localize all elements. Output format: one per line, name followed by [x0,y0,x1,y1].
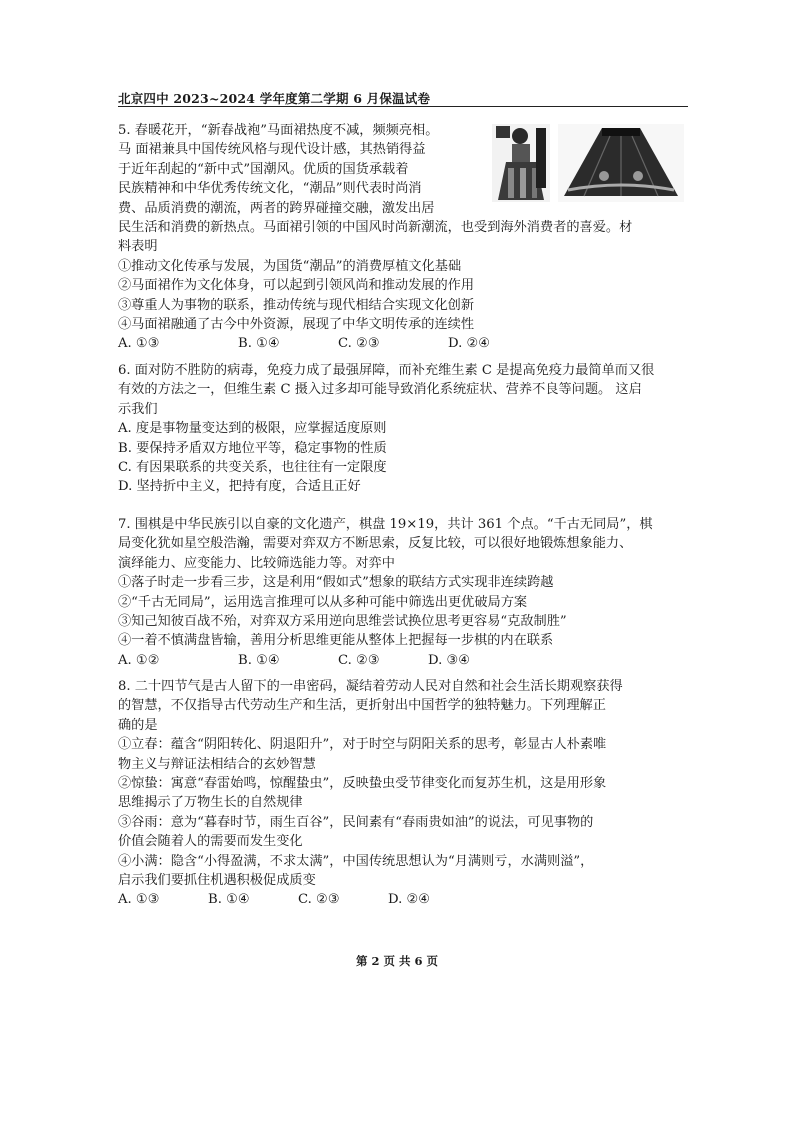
page-number: 第 2 页 共 6 页 [355,954,439,968]
question-6 [118,361,690,497]
question-7-line: 演绎能力、应变能力、比较筛选能力等。对弈中 [118,555,395,571]
question-8-line: 确的是 [118,717,158,733]
question-6-line: 6. 面对防不胜防的病毒，免疫力成了最强屏障，而补充维生素 C 是提高免疫力最简单而又很 [118,363,655,378]
option-a: A. ①③ [118,892,160,908]
option-c: C. 有因果联系的共变关系，也往往有一定限度 [118,459,387,475]
question-8-line: 的智慧，不仅指导古代劳动生产和生活，更折射出中国哲学的独特魅力。下列理解正 [118,698,606,714]
question-6-line: 有效的方法之一，但维生素 C 摄入过多却可能导致消化系统症状、营养不良等问题。 这启 [118,382,642,398]
option-d: D. ②④ [448,336,491,352]
question-7-statement: ②“千古无同局”，运用选言推理可以从多种可能中筛选出更优破局方案 [118,594,528,610]
question-5-line: 料表明 [118,239,158,255]
option-d: D. ②④ [388,892,431,908]
question-8-statement: 物主义与辩证法相结合的玄妙智慧 [118,756,316,772]
option-a: A. 度是事物量变达到的极限，应掌握适度原则 [118,421,387,437]
option-c: C. ②③ [298,892,340,908]
question-8 [118,677,690,910]
question-8-statement: ①立春：蕴含“阴阳转化、阴退阳升”，对于时空与阴阳关系的思考，彰显古人朴素唯 [118,737,607,753]
question-5-line: 民族精神和中华优秀传统文化，“潮品”则代表时尚消 [118,181,422,197]
question-8-statement: 思维揭示了万物生长的自然规律 [118,795,303,811]
question-8-statement: ④小满：隐含“小得盈满，不求太满”，中国传统思想认为“月满则亏，水满则溢”， [118,853,594,869]
question-8-line: 8. 二十四节气是古人留下的一串密码，凝结着劳动人民对自然和社会生活长期观察获得 [118,679,623,694]
question-6-line: 示我们 [118,401,158,417]
question-5-line: 马 面裙兼具中国传统风格与现代设计感，其热销得益 [118,142,426,158]
question-7-options [118,651,690,670]
question-8-statement: 启示我们要抓住机遇积极促成质变 [118,872,316,888]
question-7-statement: ③知己知彼百战不殆，对弈双方采用逆向思维尝试换位思考更容易“克敌制胜” [118,613,567,629]
mamian-skirt-photos [492,124,684,202]
question-8-options [118,890,690,909]
question-5-options [118,334,690,353]
skirt-product-photo [558,124,684,202]
option-a: A. ①② [118,652,160,668]
option-b: B. 要保持矛盾双方地位平等，稳定事物的性质 [118,440,387,456]
option-a: A. ①③ [118,336,160,352]
question-5-statement: ②马面裙作为文化体身，可以起到引领风尚和推动发展的作用 [118,278,475,294]
question-5-line: 民生活和消费的新热点。马面裙引领的中国风时尚新潮流，也受到海外消费者的喜爱。材 [118,219,633,235]
question-7 [118,515,690,670]
option-c: C. ②③ [338,652,380,668]
question-8-statement: 价值会随着人的需要而发生变化 [118,834,303,850]
question-8-statement: ③谷雨：意为“暮春时节，雨生百谷”，民间素有“春雨贵如油”的说法，可见事物的 [118,814,594,830]
question-5-statement: ①推动文化传承与发展，为国货“潮品”的消费厚植文化基础 [118,258,462,274]
model-in-skirt-photo [492,124,550,202]
question-7-statement: ④一着不慎满盘皆输，善用分析思维更能从整体上把握每一步棋的内在联系 [118,633,554,649]
question-7-statement: ①落子时走一步看三步，这是利用“假如式”想象的联结方式实现非连续跨越 [118,575,554,591]
question-7-line: 7. 围棋是中华民族引以自豪的文化遗产，棋盘 19×19，共计 361 个点。“千古无同局”，棋 [118,517,653,532]
question-5-statement: ④马面裙融通了古今中外资源，展现了中华文明传承的连续性 [118,316,475,332]
option-b: B. ①④ [208,892,250,908]
question-5-line: 费、品质消费的潮流，两者的跨界碰撞交融，激发出居 [118,200,435,216]
question-7-line: 局变化犹如星空般浩瀚，需要对弈双方不断思索，反复比较，可以很好地锻炼想象能力、 [118,536,633,552]
option-b: B. ①④ [238,652,280,668]
question-8-statement: ②惊蛰：寓意“春雷始鸣，惊醒蛰虫”，反映蛰虫受节律变化而复苏生机，这是用形象 [118,775,607,791]
exam-header: 北京四中 2023~2024 学年度第二学期 6 月保温试卷 [118,91,431,106]
question-5-line: 5. 春暖花开，“新春战袍”马面裙热度不减，频频亮相。 [118,123,439,138]
question-5-statement: ③尊重人为事物的联系，推动传统与现代相结合实现文化创新 [118,297,475,313]
option-d: D. 坚持折中主义，把持有度，合适且正好 [118,479,361,495]
option-c: C. ②③ [338,336,380,352]
option-d: D. ③④ [428,652,471,668]
option-b: B. ①④ [238,336,280,352]
question-5-line: 于近年刮起的“新中式”国潮风。优质的国货承载着 [118,161,409,177]
header-divider [118,106,688,107]
